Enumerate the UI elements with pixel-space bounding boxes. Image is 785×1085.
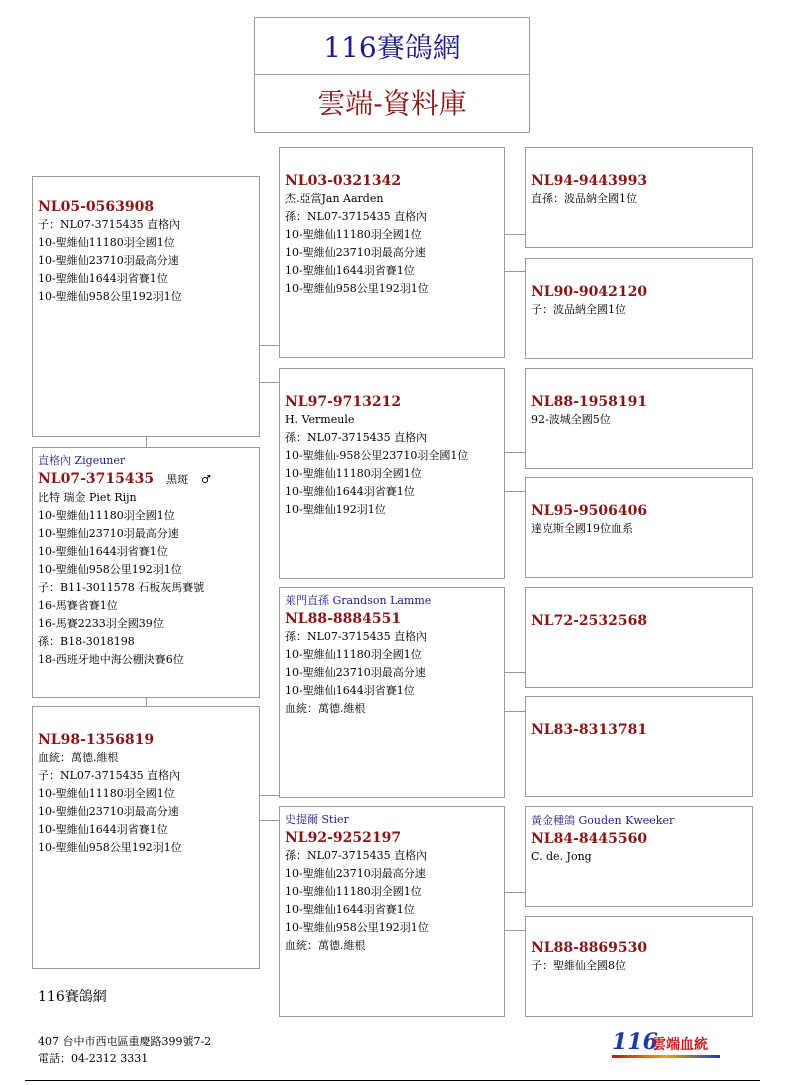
logo-text: 雲端血統 <box>652 1037 708 1053</box>
info-line: 16-馬賽2233羽全國39位 <box>38 617 164 630</box>
info-line: 10-聖維仙11180羽全國1位 <box>38 509 175 522</box>
great-grandparent-card <box>525 258 753 359</box>
info-line: 10-聖維仙1644羽省賽1位 <box>285 264 415 277</box>
info-line: 10-聖維仙11180羽全國1位 <box>285 885 422 898</box>
info-line: 杰.亞當Jan Aarden <box>285 192 384 205</box>
info-line: 孫：NL07-3715435 直格內 <box>285 849 428 862</box>
info-line: 10-聖維仙1644羽省賽1位 <box>38 545 168 558</box>
site-title: 116賽鴿網 <box>255 18 529 75</box>
great-grandparent-card <box>525 696 753 797</box>
info-line: 10-聖維仙11180羽全國1位 <box>38 787 175 800</box>
footer-phone: 電話：04-2312 3331 <box>38 1052 149 1065</box>
great-grandparent-ring: NL90-9042120 <box>531 284 648 300</box>
info-line: 10-聖維仙23710羽最高分速 <box>38 805 179 818</box>
info-line: 92-波城全國5位 <box>531 413 611 426</box>
grandparent-ring: NL88-8884551 <box>285 611 402 627</box>
info-line: 10-聖維仙958公里192羽1位 <box>38 290 182 303</box>
great-grandparent-ring: NL88-8869530 <box>531 940 648 956</box>
info-line: 18-西班牙地中海公棚決賽6位 <box>38 653 184 666</box>
info-line: 血統：萬德.維根 <box>285 702 366 715</box>
info-line: 達克斯全國19位血系 <box>531 522 633 535</box>
info-line: 10-聖維仙192羽1位 <box>285 503 386 516</box>
info-line: 10-聖維仙-958公里23710羽全國1位 <box>285 449 469 462</box>
info-line: 孫：NL07-3715435 直格內 <box>285 630 428 643</box>
info-line: 比特 瑞金 Piet Rijn <box>38 491 137 504</box>
info-line: 10-聖維仙11180羽全國1位 <box>285 467 422 480</box>
grandsire-maternal-card <box>279 587 505 798</box>
connector-line <box>260 820 279 821</box>
grandsire-paternal-card <box>279 147 505 358</box>
footer-site-name: 116賽鴿網 <box>38 989 107 1005</box>
great-grandparent-card <box>525 806 753 907</box>
dam-ring: NL98-1356819 <box>38 732 155 748</box>
info-line: 10-聖維仙23710羽最高分速 <box>38 254 179 267</box>
info-line: 10-聖維仙1644羽省賽1位 <box>285 485 415 498</box>
connector-line <box>505 672 525 673</box>
info-line: 10-聖維仙23710羽最高分速 <box>285 867 426 880</box>
info-line: 10-聖維仙1644羽省賽1位 <box>285 684 415 697</box>
granddam-maternal-card <box>279 806 505 1017</box>
connector-line <box>260 345 279 346</box>
great-grandparent-card <box>525 147 753 248</box>
great-grandparent-ring: NL95-9506406 <box>531 503 648 519</box>
grandparent-ring: NL92-9252197 <box>285 830 402 846</box>
great-grandparent-card <box>525 587 753 688</box>
info-line: 10-聖維仙958公里192羽1位 <box>285 282 429 295</box>
sire-card <box>32 176 260 437</box>
info-line: 子：B11-3011578 石板灰馬賽號 <box>38 581 205 594</box>
footer-address: 407 台中市西屯區重慶路399號7-2 <box>38 1035 212 1048</box>
info-line: C. de. Jong <box>531 850 592 863</box>
info-line: 子：NL07-3715435 直格內 <box>38 769 181 782</box>
title-box <box>254 17 530 133</box>
connector-line <box>260 795 279 796</box>
male-sex-icon: ♂ <box>201 473 211 486</box>
great-grandparent-ring: NL83-8313781 <box>531 722 648 738</box>
info-line: 10-聖維仙958公里192羽1位 <box>38 841 182 854</box>
info-line: 孫：NL07-3715435 直格內 <box>285 210 428 223</box>
info-line: 10-聖維仙1644羽省賽1位 <box>38 823 168 836</box>
connector-line <box>505 234 525 235</box>
great-grandparent-name: 黃金種鴿 Gouden Kweeker <box>531 814 675 827</box>
info-line: 子：聖維仙全國8位 <box>531 959 626 972</box>
info-line: 血統：萬德.維根 <box>285 939 366 952</box>
subject-ring: NL07-3715435 <box>38 471 155 487</box>
info-line: 10-聖維仙1644羽省賽1位 <box>285 903 415 916</box>
info-line: 血統：萬德.維根 <box>38 751 119 764</box>
connector-line <box>505 930 525 931</box>
great-grandparent-ring: NL72-2532568 <box>531 613 648 629</box>
info-line: 10-聖維仙958公里192羽1位 <box>38 563 182 576</box>
great-grandparent-ring: NL88-1958191 <box>531 394 648 410</box>
great-grandparent-card <box>525 477 753 578</box>
brand-logo <box>612 1029 722 1059</box>
great-grandparent-ring: NL84-8445560 <box>531 831 648 847</box>
connector-line <box>505 271 525 272</box>
grandparent-name: 萊門直孫 Grandson Lamme <box>285 594 432 607</box>
info-line: 10-聖維仙23710羽最高分速 <box>285 666 426 679</box>
sire-ring: NL05-0563908 <box>38 199 155 215</box>
info-line: 孫：NL07-3715435 直格內 <box>285 431 428 444</box>
footer-contact <box>38 1033 211 1067</box>
info-line: 孫：B18-3018198 <box>38 635 135 648</box>
subject-color: 黑斑 <box>166 473 189 486</box>
great-grandparent-ring: NL94-9443993 <box>531 173 648 189</box>
info-line: 子：NL07-3715435 直格內 <box>38 218 181 231</box>
grandparent-name: 史提爾 Stier <box>285 813 349 826</box>
info-line: 10-聖維仙23710羽最高分速 <box>38 527 179 540</box>
info-line: 直孫：波品納全國1位 <box>531 192 637 205</box>
connector-line <box>260 382 279 383</box>
bottom-divider <box>25 1080 760 1081</box>
great-grandparent-card <box>525 916 753 1017</box>
info-line: 10-聖維仙11180羽全國1位 <box>285 228 422 241</box>
database-subtitle: 雲端-資料庫 <box>317 87 467 120</box>
info-line: 10-聖維仙958公里192羽1位 <box>285 921 429 934</box>
info-line: 10-聖維仙1644羽省賽1位 <box>38 272 168 285</box>
connector-line <box>505 491 525 492</box>
connector-line <box>505 711 525 712</box>
subject-ring-row <box>38 470 255 489</box>
subject-name: 直格內 Zigeuner <box>38 454 126 467</box>
dam-card <box>32 706 260 969</box>
subject-card <box>32 447 260 698</box>
logo-number: 116 <box>612 1029 658 1055</box>
logo-underline <box>612 1055 720 1058</box>
info-line: 16-馬賽省賽1位 <box>38 599 118 612</box>
info-line: 子：波品納全國1位 <box>531 303 626 316</box>
granddam-paternal-card <box>279 368 505 579</box>
info-line: 10-聖維仙23710羽最高分速 <box>285 246 426 259</box>
info-line: 10-聖維仙11180羽全國1位 <box>38 236 175 249</box>
grandparent-ring: NL97-9713212 <box>285 394 402 410</box>
great-grandparent-card <box>525 368 753 469</box>
info-line: 10-聖維仙11180羽全國1位 <box>285 648 422 661</box>
connector-line <box>505 892 525 893</box>
info-line: H. Vermeule <box>285 413 355 426</box>
connector-line <box>505 452 525 453</box>
grandparent-ring: NL03-0321342 <box>285 173 402 189</box>
